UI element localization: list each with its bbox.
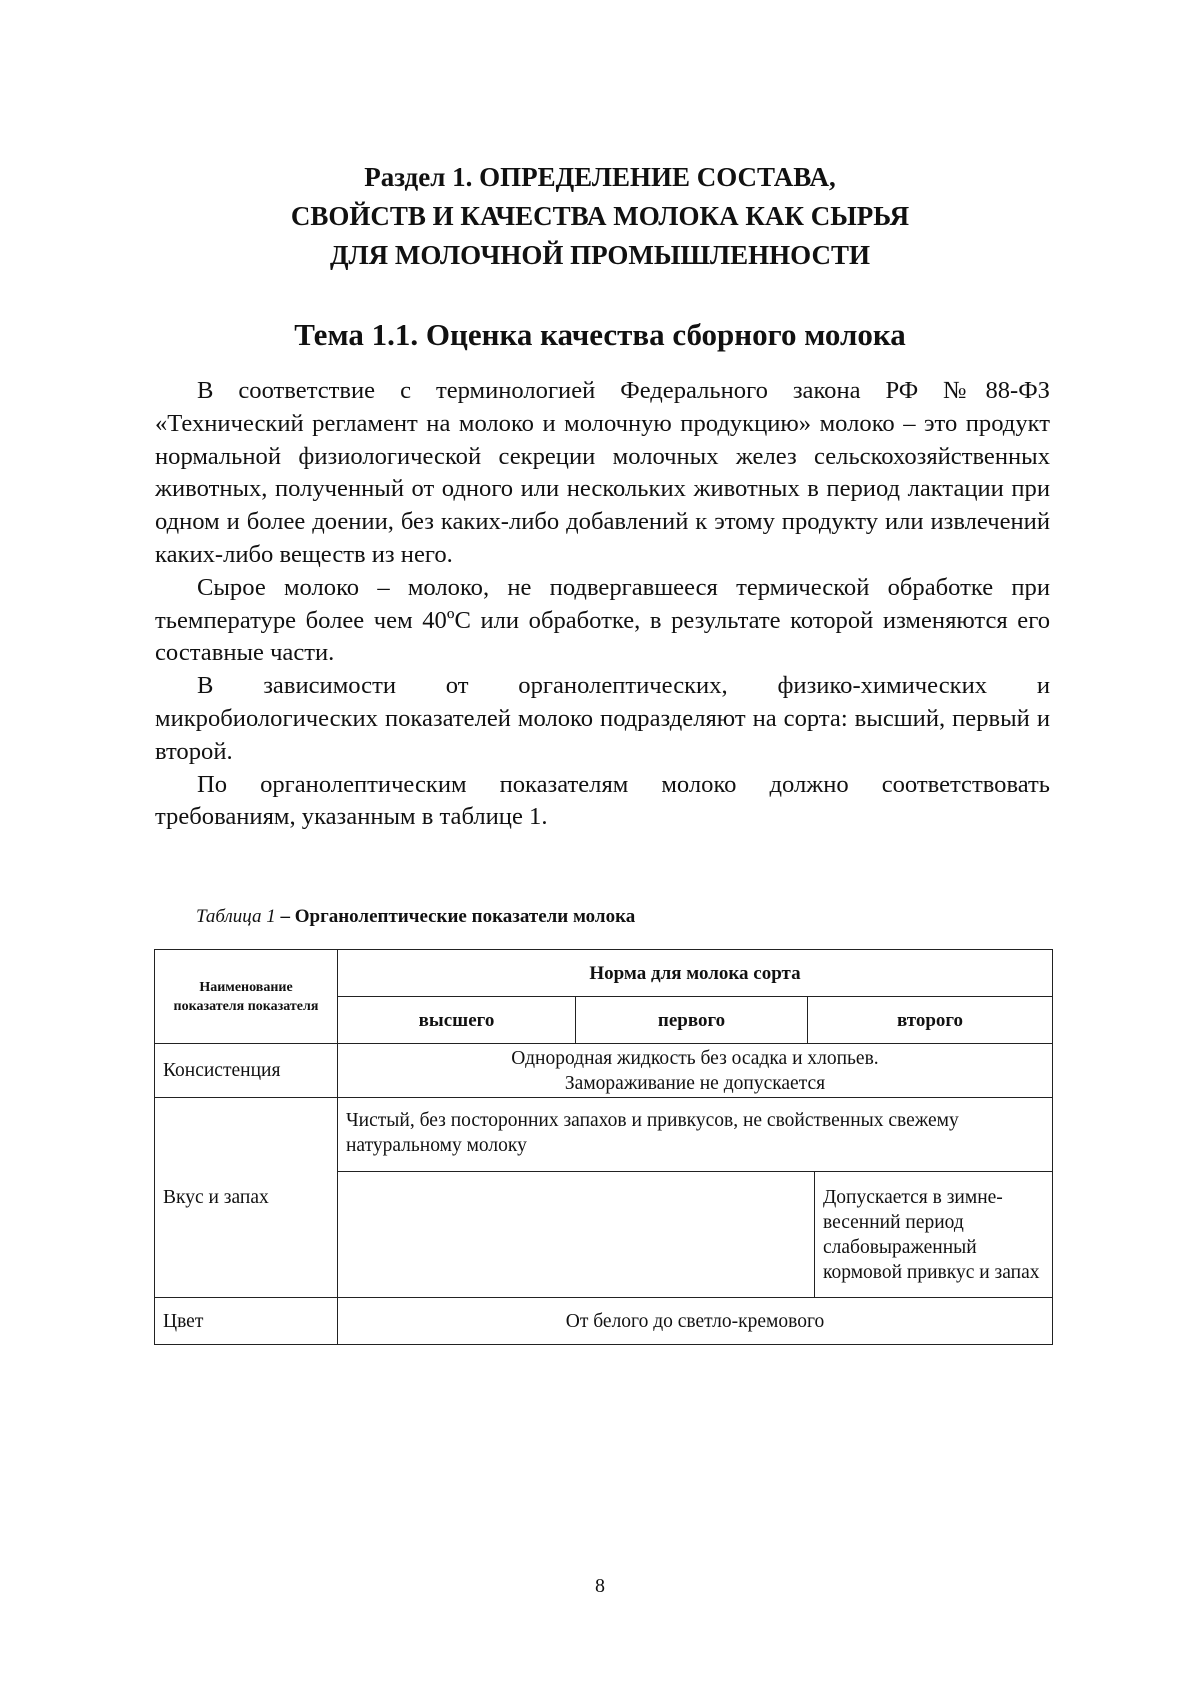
row-label-consistency: Консистенция: [155, 1044, 338, 1098]
table-row-taste-common: [155, 1098, 1053, 1172]
paragraph-table-reference: По органолептическим показателям молоко должно соответствовать требованиям, указанным в таблице 1.: [155, 770, 1050, 831]
table-row-color: [155, 1298, 1053, 1345]
taste-common-value: Чистый, без посторонних запахов и привкусов, не свойственных свежему натуральному молоку: [338, 1098, 1053, 1172]
header-grade-first: первого: [576, 997, 808, 1044]
header-grade-highest: высшего: [338, 997, 576, 1044]
header-norm: Норма для молока сорта: [338, 950, 1053, 997]
header-indicator-name: Наименование показателя показателя: [155, 950, 338, 1044]
taste-empty-cell: [338, 1172, 815, 1298]
section-title-line-1: Раздел 1. ОПРЕДЕЛЕНИЕ СОСТАВА,: [364, 162, 836, 192]
consistency-value: [338, 1044, 1053, 1098]
paragraph-grades: В зависимости от органолептических, физико-химических и микробиологических показателей молоко подразделяют на сорта: высший, первый и второй.: [155, 672, 1050, 765]
table-caption-text: – Органолептические показатели молока: [275, 906, 636, 927]
organoleptic-table: [154, 949, 1053, 1345]
table-caption-label: Таблица 1: [196, 906, 276, 927]
section-title-line-3: ДЛЯ МОЛОЧНОЙ ПРОМЫШЛЕННОСТИ: [329, 240, 871, 270]
consistency-line-1: Однородная жидкость без осадка и хлопьев.: [511, 1047, 879, 1069]
table-caption: [196, 904, 1056, 930]
topic-title: Тема 1.1. Оценка качества сборного молока: [294, 317, 906, 352]
color-value: От белого до светло-кремового: [338, 1298, 1053, 1345]
section-title-line-2: СВОЙСТВ И КАЧЕСТВА МОЛОКА КАК СЫРЬЯ: [290, 201, 910, 231]
body-text: [155, 375, 1050, 834]
row-label-taste: Вкус и запах: [155, 1098, 338, 1298]
paragraph-definition: В соответствие с терминологией Федерального закона РФ №88-ФЗ «Технический регламент на молоко и молочную продукцию» молоко – это продукт нормальной физиологической секреции молочных желез сельскохозяйственных животных, полученный от одного или нескольких животных в период лактации при одном и более доении, без каких-либо добавлений к этому продукту или извлечений каких-либо веществ из него.: [155, 377, 1050, 568]
row-label-color: Цвет: [155, 1298, 338, 1345]
page-number: 8: [595, 1575, 605, 1597]
paragraph-raw-milk: Сырое молоко – молоко, не подвергавшееся термической обработке при тьемпературе более чем 40ºС или обработке, в результате которой изменяются его составные части.: [155, 573, 1050, 667]
table-row-consistency: [155, 1044, 1053, 1098]
table-header-row: [155, 950, 1053, 997]
consistency-line-2: Замораживание не допускается: [564, 1072, 826, 1094]
header-grade-second: второго: [808, 997, 1053, 1044]
taste-second-grade-note: Допускается в зимне-весенний период слабовыраженный кормовой привкус и запах: [815, 1172, 1053, 1298]
section-title: [150, 158, 1050, 275]
